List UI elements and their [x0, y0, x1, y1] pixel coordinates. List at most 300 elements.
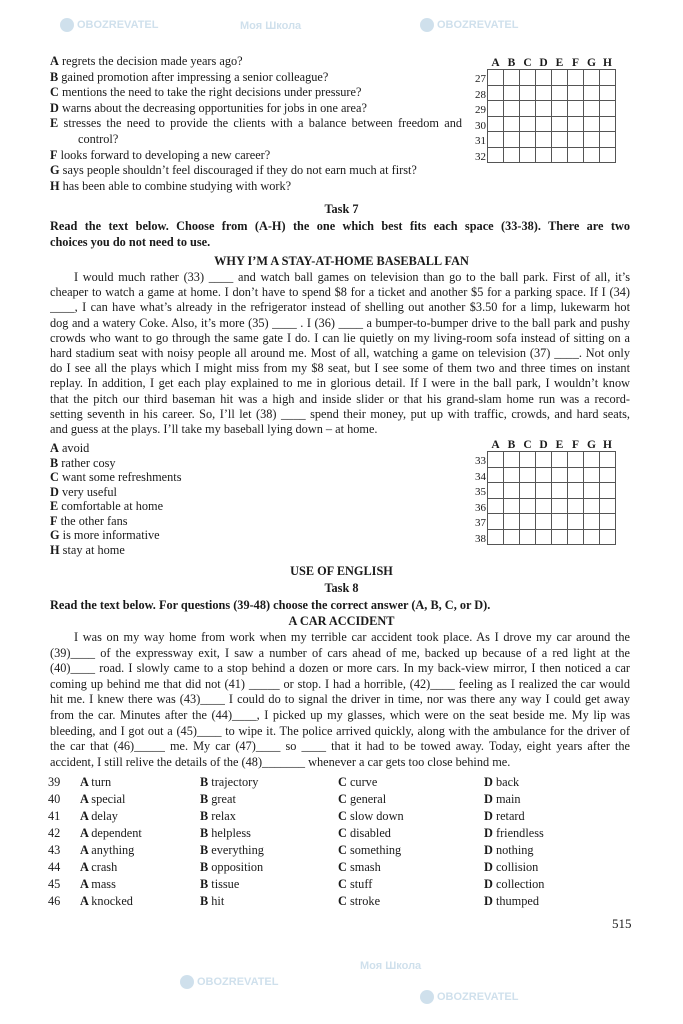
answer-option-d[interactable]	[484, 825, 604, 842]
answer-cell[interactable]	[536, 483, 552, 499]
answer-cell[interactable]	[520, 483, 536, 499]
answer-option-b[interactable]	[200, 842, 338, 859]
grid-row-number: 36	[472, 498, 488, 514]
answer-cell[interactable]	[536, 529, 552, 545]
answer-cell[interactable]	[504, 529, 520, 545]
answer-cell[interactable]	[584, 70, 600, 86]
answer-letter: A	[80, 809, 92, 823]
option-letter: F	[50, 147, 58, 162]
answer-text: disabled	[349, 826, 391, 840]
answer-cell[interactable]	[584, 147, 600, 163]
answer-cell[interactable]	[536, 514, 552, 530]
answer-cell[interactable]	[520, 498, 536, 514]
answer-cell[interactable]	[536, 116, 552, 132]
grid-row	[472, 116, 616, 132]
answer-letter: C	[338, 894, 350, 908]
answer-cell[interactable]	[600, 101, 616, 117]
answer-cell[interactable]	[504, 514, 520, 530]
option-text: regrets the decision made years ago?	[61, 54, 243, 68]
answer-cell[interactable]	[568, 467, 584, 483]
answer-cell[interactable]	[536, 85, 552, 101]
answer-cell[interactable]	[584, 467, 600, 483]
answer-cell[interactable]	[536, 132, 552, 148]
answer-text: anything	[91, 843, 135, 857]
answer-cell[interactable]	[520, 452, 536, 468]
answer-option-d[interactable]	[484, 842, 604, 859]
question-row	[48, 876, 604, 893]
answer-cell[interactable]	[600, 116, 616, 132]
grid-row	[472, 85, 616, 101]
grid-row-number: 27	[472, 70, 488, 86]
answer-cell[interactable]	[600, 483, 616, 499]
answer-cell[interactable]	[488, 85, 504, 101]
answer-option-d[interactable]	[484, 774, 604, 791]
grid-column-label: F	[571, 439, 580, 451]
task6-options	[50, 54, 462, 194]
answer-text: helpless	[211, 826, 251, 840]
answer-letter: D	[484, 843, 496, 857]
answer-cell[interactable]	[520, 514, 536, 530]
grid-row	[472, 529, 616, 545]
answer-letter: D	[484, 894, 496, 908]
answer-option-a[interactable]	[80, 876, 200, 893]
answer-cell[interactable]	[552, 132, 568, 148]
answer-cell[interactable]	[552, 101, 568, 117]
answer-text: stuff	[349, 877, 373, 891]
task8-title: A CAR ACCIDENT	[288, 614, 395, 628]
task8-instructions: Read the text below. For questions (39-48) choose the correct answer (A, B, C, or D).	[50, 598, 491, 612]
grid-row	[472, 467, 616, 483]
task7-text	[50, 270, 630, 437]
grid-row-number: 28	[472, 85, 488, 101]
option-letter: G	[50, 528, 60, 542]
option-text: is more informative	[62, 528, 160, 542]
answer-letter: B	[200, 775, 212, 789]
answer-option-c[interactable]	[338, 842, 484, 859]
answer-cell[interactable]	[552, 514, 568, 530]
answer-cell[interactable]	[600, 514, 616, 530]
answer-letter: B	[200, 860, 212, 874]
option-letter: C	[50, 470, 59, 484]
answer-cell[interactable]	[504, 70, 520, 86]
answer-option-b[interactable]	[200, 859, 338, 876]
answer-cell[interactable]	[488, 70, 504, 86]
answer-cell[interactable]	[568, 498, 584, 514]
answer-option-b[interactable]	[200, 876, 338, 893]
answer-cell[interactable]	[568, 70, 584, 86]
answer-cell[interactable]	[568, 147, 584, 163]
option-text: rather cosy	[61, 455, 116, 470]
option-text: stay at home	[62, 542, 125, 557]
answer-option-b[interactable]	[200, 791, 338, 808]
task6-answer-grid	[472, 57, 616, 163]
grid-row-number: 31	[472, 132, 488, 148]
answer-cell[interactable]	[584, 452, 600, 468]
option-text: comfortable at home	[61, 499, 164, 513]
task7-options	[50, 441, 350, 557]
answer-letter: A	[80, 826, 92, 840]
option-item	[50, 101, 462, 117]
answer-cell[interactable]	[488, 101, 504, 117]
answer-option-a[interactable]	[80, 859, 200, 876]
answer-cell[interactable]	[600, 452, 616, 468]
question-number: 46	[48, 894, 61, 908]
answer-letter: C	[338, 792, 350, 806]
answer-text: stroke	[349, 894, 381, 908]
answer-option-a[interactable]	[80, 825, 200, 842]
grid-column-label: G	[587, 57, 596, 69]
task8-heading: Task 8	[324, 581, 359, 595]
text-line: coming up behind me that did not (41) _____ or stop. I had a horrible, (42)____ feeling as I realized the car would	[50, 676, 630, 691]
answer-text: hit	[211, 894, 225, 908]
grid-column-label: E	[555, 439, 564, 451]
option-item	[50, 528, 350, 543]
answer-option-c[interactable]	[338, 893, 484, 910]
answer-cell[interactable]	[520, 70, 536, 86]
answer-option-a[interactable]	[80, 791, 200, 808]
text-line: accident, I still relive the details of the (48)_______ whenever a car gets too close behind me.	[50, 754, 511, 769]
answer-letter: C	[338, 775, 350, 789]
question-row	[48, 842, 604, 859]
answer-cell[interactable]	[568, 132, 584, 148]
option-item	[50, 148, 462, 164]
answer-option-b[interactable]	[200, 825, 338, 842]
answer-cell[interactable]	[584, 85, 600, 101]
question-row	[48, 825, 604, 842]
answer-cell[interactable]	[536, 498, 552, 514]
answer-cell[interactable]	[520, 132, 536, 148]
answer-letter: D	[484, 877, 496, 891]
option-text: stresses the need to provide the clients with a balance between freedom and	[63, 116, 462, 131]
answer-cell[interactable]	[488, 483, 504, 499]
answer-cell[interactable]	[504, 85, 520, 101]
option-text: want some refreshments	[61, 470, 182, 484]
grid-row-number: 33	[472, 452, 488, 468]
answer-cell[interactable]	[520, 147, 536, 163]
answer-text: something	[349, 843, 402, 857]
answer-letter: B	[200, 894, 212, 908]
grid-column-label: B	[507, 57, 516, 69]
answer-cell[interactable]	[488, 514, 504, 530]
answer-text: thumped	[495, 894, 540, 908]
answer-option-d[interactable]	[484, 859, 604, 876]
answer-letter: A	[80, 877, 92, 891]
option-letter: F	[50, 513, 58, 528]
answer-cell[interactable]	[488, 529, 504, 545]
answer-text: collision	[495, 860, 539, 874]
answer-cell[interactable]	[520, 467, 536, 483]
answer-text: friendless	[495, 826, 544, 840]
watermark: OBOZREVATEL	[180, 975, 278, 989]
answer-cell[interactable]	[584, 132, 600, 148]
text-line: I would much rather (33) ____ and watch ball games on television than go to the ball park. First of all, it’s	[74, 270, 630, 284]
grid-row	[472, 101, 616, 117]
option-item	[50, 514, 350, 529]
answer-cell[interactable]	[568, 101, 584, 117]
answer-letter: A	[80, 775, 92, 789]
answer-cell[interactable]	[584, 498, 600, 514]
watermark: OBOZREVATEL	[60, 18, 158, 32]
task8-questions	[48, 774, 604, 910]
answer-cell[interactable]	[504, 483, 520, 499]
task7-answer-grid	[472, 439, 616, 545]
answer-option-c[interactable]	[338, 876, 484, 893]
text-line: dog and a watery Coke. Also, it’s more (35) ____ . I (36) ____ a bumper-to-bumper drive to the ball park and pushy	[50, 315, 630, 330]
question-number: 42	[48, 826, 61, 840]
option-text: looks forward to developing a new career?	[60, 147, 271, 162]
answer-letter: B	[200, 826, 212, 840]
answer-cell[interactable]	[552, 452, 568, 468]
instruction-line: choices you do not need to use.	[50, 234, 211, 249]
answer-cell[interactable]	[488, 132, 504, 148]
option-text: gained promotion after impressing a senior colleague?	[61, 69, 329, 84]
answer-cell[interactable]	[584, 514, 600, 530]
answer-text: dependent	[91, 826, 142, 840]
watermark: Моя Школа	[360, 960, 422, 972]
answer-option-a[interactable]	[80, 774, 200, 791]
answer-cell[interactable]	[552, 116, 568, 132]
answer-cell[interactable]	[568, 514, 584, 530]
answer-letter: B	[200, 792, 212, 806]
answer-cell[interactable]	[536, 452, 552, 468]
answer-option-b[interactable]	[200, 808, 338, 825]
question-number: 43	[48, 843, 61, 857]
grid-column-label: C	[523, 439, 532, 451]
answer-option-a[interactable]	[80, 842, 200, 859]
grid-column-label: H	[603, 57, 612, 69]
grid-column-label: F	[571, 57, 580, 69]
answer-cell[interactable]	[488, 452, 504, 468]
option-text: says people shouldn’t feel discouraged if they do not earn much at first?	[62, 163, 417, 178]
text-line: bleeding, and I got out a (45)____ to wipe it. The police arrived quickly, along with the ambulance for the driver of	[50, 723, 630, 738]
answer-cell[interactable]	[520, 101, 536, 117]
answer-letter: A	[80, 843, 92, 857]
answer-text: collection	[495, 877, 545, 891]
watermark: Моя Школа	[240, 20, 302, 32]
answer-text: delay	[91, 809, 118, 823]
answer-cell[interactable]	[552, 85, 568, 101]
option-item	[50, 116, 462, 132]
answer-cell[interactable]	[600, 132, 616, 148]
answer-text: nothing	[495, 843, 534, 857]
answer-option-c[interactable]	[338, 791, 484, 808]
watermark: OBOZREVATEL	[420, 990, 518, 1004]
answer-cell[interactable]	[600, 85, 616, 101]
answer-cell[interactable]	[568, 116, 584, 132]
grid-column-label: B	[507, 439, 516, 451]
answer-text: turn	[91, 775, 112, 789]
text-line: (40)____ road. I slowly came to a stop behind a dozen or more cars. In my back-view mirror, I then noticed a car	[50, 661, 630, 676]
answer-cell[interactable]	[504, 147, 520, 163]
answer-option-d[interactable]	[484, 876, 604, 893]
grid-row	[472, 132, 616, 148]
answer-text: general	[349, 792, 387, 806]
answer-text: trajectory	[211, 775, 259, 789]
task7-heading: Task 7	[324, 202, 359, 216]
answer-letter: C	[338, 826, 350, 840]
option-letter: B	[50, 69, 59, 84]
text-line: cheaper to watch a game at home. I don’t have to spend $8 for a ticket and another $5 for a parking space. If I (34)	[50, 285, 630, 300]
grid-column-label: D	[539, 439, 548, 451]
answer-cell[interactable]	[504, 452, 520, 468]
answer-cell[interactable]	[504, 116, 520, 132]
option-letter: D	[50, 100, 59, 115]
answer-letter: A	[80, 860, 92, 874]
question-number: 39	[48, 775, 61, 789]
answer-cell[interactable]	[504, 498, 520, 514]
option-text: mentions the need to take the right decisions under pressure?	[61, 85, 362, 100]
answer-text: smash	[349, 860, 381, 874]
answer-option-d[interactable]	[484, 893, 604, 910]
option-letter: D	[50, 484, 59, 499]
option-item	[50, 70, 462, 86]
answer-cell[interactable]	[600, 529, 616, 545]
answer-cell[interactable]	[552, 147, 568, 163]
text-line: (39)____ of the expressway exit, I saw a number of cars ahead of me, backed up because of a red light at the	[50, 645, 630, 660]
answer-cell[interactable]	[536, 70, 552, 86]
answer-option-c[interactable]	[338, 808, 484, 825]
answer-letter: D	[484, 860, 496, 874]
answer-text: knocked	[91, 894, 133, 908]
answer-option-a[interactable]	[80, 893, 200, 910]
option-letter: E	[50, 499, 59, 513]
option-text: avoid	[61, 441, 90, 455]
answer-letter: C	[338, 860, 350, 874]
answer-option-c[interactable]	[338, 825, 484, 842]
grid-column-label: E	[555, 57, 564, 69]
answer-letter: D	[484, 775, 496, 789]
answer-text: everything	[211, 843, 264, 857]
question-row	[48, 791, 604, 808]
option-item	[50, 441, 350, 456]
answer-cell[interactable]	[568, 452, 584, 468]
answer-cell[interactable]	[600, 498, 616, 514]
option-text: has been able to combine studying with work?	[62, 178, 292, 193]
answer-cell[interactable]	[488, 116, 504, 132]
answer-option-b[interactable]	[200, 774, 338, 791]
answer-cell[interactable]	[584, 101, 600, 117]
option-letter: E	[50, 116, 59, 131]
text-line: crowds who want to go through the same gate I do. I can lie quietly on my living-room sofa instead of sitting on a	[50, 330, 630, 345]
answer-text: tissue	[211, 877, 240, 891]
answer-letter: A	[80, 894, 92, 908]
grid-row	[472, 498, 616, 514]
answer-cell[interactable]	[536, 467, 552, 483]
answer-cell[interactable]	[552, 529, 568, 545]
option-letter: A	[50, 441, 59, 455]
option-item	[50, 456, 350, 471]
answer-letter: C	[338, 809, 350, 823]
text-line: the car that (46)_____ me. My car (47)____ so ____ that it had to be towed away. Today, eight years after the	[50, 739, 630, 754]
answer-cell[interactable]	[584, 483, 600, 499]
grid-column-label: A	[491, 439, 500, 451]
answer-cell[interactable]	[488, 498, 504, 514]
answer-cell[interactable]	[520, 85, 536, 101]
answer-cell[interactable]	[568, 483, 584, 499]
answer-option-d[interactable]	[484, 791, 604, 808]
option-item	[50, 485, 350, 500]
answer-cell[interactable]	[488, 467, 504, 483]
option-item	[50, 470, 350, 485]
answer-option-b[interactable]	[200, 893, 338, 910]
text-line: I was on my way home from work when my terrible car accident took place. As I drove my car around the	[74, 630, 630, 644]
answer-cell[interactable]	[600, 70, 616, 86]
grid-row-number: 30	[472, 116, 488, 132]
text-line: from the car. Minutes after the (44)____, I picked up my glasses, which were on the seat beside me. My lip was	[50, 707, 630, 722]
answer-letter: D	[484, 809, 496, 823]
option-item	[50, 54, 462, 70]
question-row	[48, 893, 604, 910]
answer-cell[interactable]	[584, 529, 600, 545]
answer-cell[interactable]	[552, 483, 568, 499]
answer-option-c[interactable]	[338, 774, 484, 791]
grid-row-number: 32	[472, 147, 488, 163]
answer-cell[interactable]	[520, 116, 536, 132]
text-line: hit me. I knew there was (43)____ I could do to signal the driver in time, nor was there any way I could get away	[50, 692, 630, 707]
answer-option-a[interactable]	[80, 808, 200, 825]
watermark: OBOZREVATEL	[420, 18, 518, 32]
answer-cell[interactable]	[568, 85, 584, 101]
answer-cell[interactable]	[552, 467, 568, 483]
option-item	[50, 163, 462, 179]
text-line: and guess at the plays. I’ll take my baseball lying down – at home.	[50, 421, 378, 436]
answer-text: curve	[349, 775, 378, 789]
answer-cell[interactable]	[504, 132, 520, 148]
answer-text: crash	[91, 860, 118, 874]
text-line: that the pitch our third baseman hit was a high and inside slider or that his grand-slam home run was a record-	[50, 391, 630, 406]
answer-letter: D	[484, 792, 496, 806]
answer-cell[interactable]	[536, 101, 552, 117]
grid-row-number: 34	[472, 467, 488, 483]
answer-cell[interactable]	[504, 467, 520, 483]
question-row	[48, 808, 604, 825]
grid-row	[472, 147, 616, 163]
answer-cell[interactable]	[552, 70, 568, 86]
answer-cell[interactable]	[600, 467, 616, 483]
answer-cell[interactable]	[584, 116, 600, 132]
answer-cell[interactable]	[536, 147, 552, 163]
answer-cell[interactable]	[568, 529, 584, 545]
answer-cell[interactable]	[600, 147, 616, 163]
grid-column-label: A	[491, 57, 500, 69]
answer-cell[interactable]	[504, 101, 520, 117]
grid-column-label: G	[587, 439, 596, 451]
answer-text: great	[211, 792, 236, 806]
answer-letter: B	[200, 843, 212, 857]
text-line: replay. In addition, I get each play explained to me in glorious detail. If I were in the ball park, I wouldn’t know	[50, 376, 630, 391]
grid-row	[472, 70, 616, 86]
option-item	[50, 499, 350, 514]
answer-cell[interactable]	[552, 498, 568, 514]
grid-row	[472, 514, 616, 530]
text-line: ____, I can have what’s already in the refrigerator instead of shelling out another $3.50 for a limp, lukewarm hot	[50, 300, 630, 315]
grid-row	[472, 483, 616, 499]
task7-title: WHY I’M A STAY-AT-HOME BASEBALL FAN	[214, 254, 469, 268]
answer-text: relax	[211, 809, 236, 823]
grid-row-number: 37	[472, 514, 488, 530]
answer-cell[interactable]	[520, 529, 536, 545]
answer-option-d[interactable]	[484, 808, 604, 825]
answer-option-c[interactable]	[338, 859, 484, 876]
answer-cell[interactable]	[488, 147, 504, 163]
option-letter: H	[50, 178, 60, 193]
answer-text: retard	[495, 809, 525, 823]
instruction-line: Read the text below. Choose from (A-H) the one which best fits each space (33-38). There are two	[50, 219, 630, 233]
question-number: 44	[48, 860, 61, 874]
answer-text: slow down	[349, 809, 404, 823]
option-item	[50, 179, 462, 195]
answer-letter: A	[80, 792, 92, 806]
